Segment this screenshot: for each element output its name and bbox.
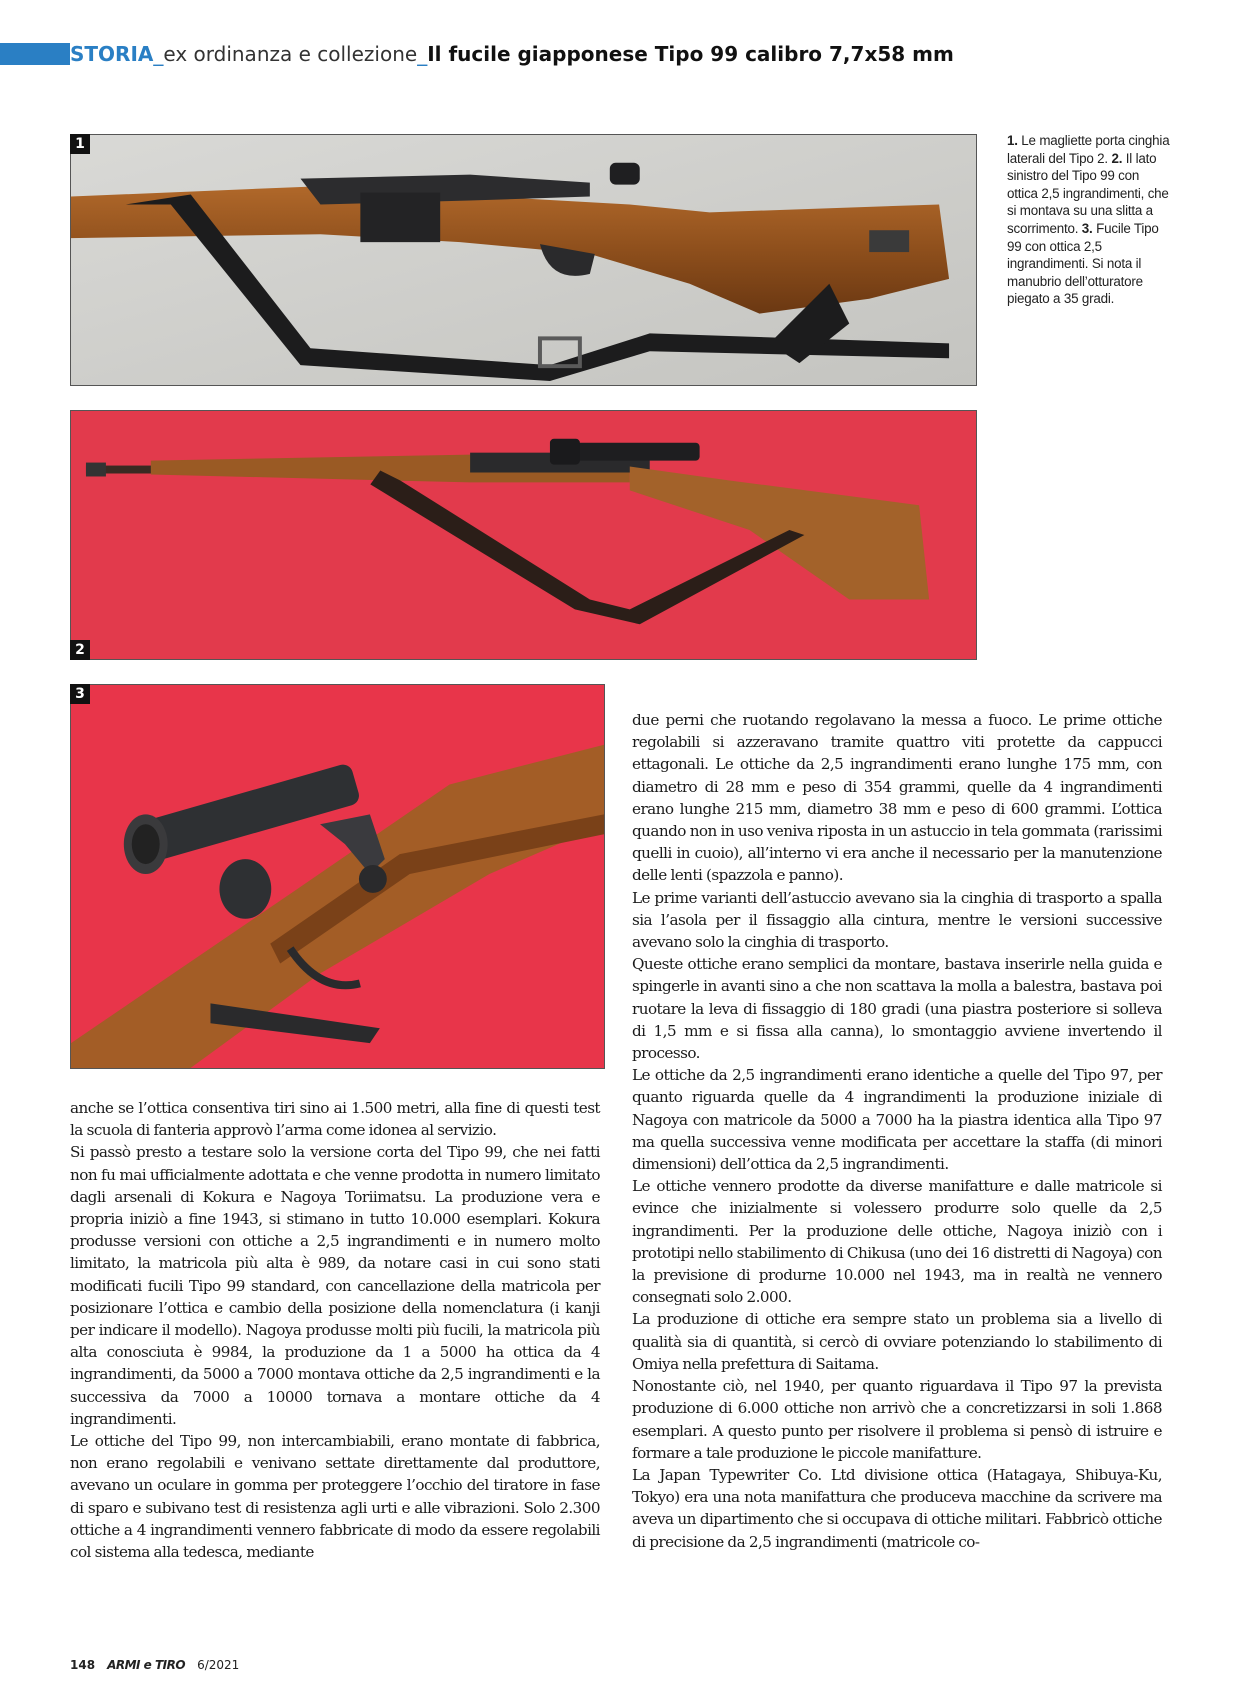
rifle-closeup-scope-bolt	[71, 685, 604, 1068]
caption-number: 3.	[1081, 220, 1093, 236]
article-title: Il fucile giapponese Tipo 99 calibro 7,7x58 mm	[427, 42, 954, 66]
caption-number: 1.	[1007, 133, 1018, 148]
photo-number-badge: 3	[70, 684, 90, 704]
separator: _	[153, 42, 164, 66]
paragraph: Le ottiche vennero prodotte da diverse manifatture e dalle matricole si evince che inizialmente si volessero produrre solo quelle da 2,5 ingrandimenti. Per la produzione delle ottiche, Nagoya iniziò con i prototipi nello stabilimento di Chikusa (uno dei 16 distretti di Nagoya) con la previsione di produrne 10.000 nel 1943, ma in realtà ne vennero consegnati solo 2.000.	[632, 1177, 1162, 1307]
paragraph: La Japan Typewriter Co. Ltd divisione ottica (Hatagaya, Shibuya-Ku, Tokyo) era una nota manifattura che produceva macchine da scrivere ma aveva un dipartimento che si occupava di ottiche militari. Fabbricò ottiche di precisione da 2,5 ingrandimenti (matricole co-	[632, 1465, 1162, 1551]
caption-text: Le magliette porta cinghia laterali del Tipo 2.	[1007, 133, 1170, 166]
paragraph: Si passò presto a testare solo la versione corta del Tipo 99, che nei fatti non fu mai ufficialmente adottata e che venne prodotta in numero limitato dagli arsenali di Kokura e Nagoya Toriimatsu. La produzione vera e propria iniziò a fine 1943, si stimano in tutto 10.000 esemplari. Kokura produsse versioni con ottiche a 2,5 ingrandimenti e in numero molto limitato, la matricola più alta è 989, da notare casi in cui sono stati modificati fucili Tipo 99 standard, con cancellazione della matricola per posizionare l’ottica e cambio della posizione della nomenclatura (i kanji per indicare il modello). Nagoya produsse molti più fucili, la matricola più alta conosciuta è 9984, la produzione da 1 a 5000 ha ottica da 4 ingrandimenti, da 5000 a 7000 montava ottiche da 2,5 ingrandimenti e la successiva da 7000 a 10000 tornava a montare ottiche da 4 ingrandimenti.	[70, 1143, 600, 1428]
caption-number: 2.	[1111, 150, 1123, 166]
caption-text: Il lato sinistro del Tipo 99 con ottica 2,5 ingrandimenti, che si montava su una slitta a scorrimento.	[1007, 150, 1169, 236]
rifle-side-view-with-sling	[71, 135, 976, 385]
paragraph: Le prime varianti dell’astuccio avevano sia la cinghia di trasporto a spalla sia l’asola per il fissaggio alla cintura, mentre le versioni successive avevano solo la cinghia di trasporto.	[632, 888, 1162, 952]
section-subtitle: ex ordinanza e collezione	[163, 42, 418, 66]
photo-3	[70, 684, 605, 1069]
photo-2	[70, 410, 977, 660]
magazine-logo: ARMI e TIRO	[107, 1658, 186, 1672]
paragraph: due perni che ruotando regolavano la messa a fuoco. Le prime ottiche regolabili si azzeravano tramite quattro viti protette da cappucci ettagonali. Le ottiche da 2,5 ingrandimenti erano lunghe 175 mm, con diametro di 28 mm e peso di 354 grammi, quelle da 4 ingrandimenti erano lunghe 215 mm, diametro 38 mm e peso di 600 grammi. L’ottica quando non in uso veniva riposta in un astuccio in tela gommata (rarissimi quelli in cuoio), all’interno vi era anche il necessario per la manutenzione delle lenti (spazzola e panno).	[632, 711, 1162, 885]
paragraph: Le ottiche da 2,5 ingrandimenti erano identiche a quelle del Tipo 97, per quanto riguarda quelle da 4 ingrandimenti la produzione iniziale di Nagoya con matricole da 5000 a 7000 ha la piastra identica alla Tipo 97 ma quella successiva venne modificata per accettare la staffa (di minori dimensioni) dell’ottica da 2,5 ingrandimenti.	[632, 1066, 1162, 1174]
photo-captions	[1007, 132, 1172, 308]
rifle-left-side-with-scope	[71, 411, 976, 659]
article-column-right	[632, 709, 1162, 1553]
section-color-bar	[0, 43, 70, 65]
paragraph: Le ottiche del Tipo 99, non intercambiabili, erano montate di fabbrica, non erano regolabili e venivano settate direttamente dal produttore, avevano un oculare in gomma per proteggere l’occhio del tiratore in fase di sparo e subivano test di resistenza agli urti e alle vibrazioni. Solo 2.300 ottiche a 4 ingrandimenti vennero fabbricate di modo da essere regolabili col sistema alla tedesca, mediante	[70, 1432, 600, 1562]
article-column-left	[70, 1097, 600, 1563]
paragraph: anche se l’ottica consentiva tiri sino ai 1.500 metri, alla fine di questi test la scuola di fanteria approvò l’arma come idonea al servizio.	[70, 1099, 600, 1140]
photo-1	[70, 134, 977, 386]
page-header	[0, 40, 1241, 68]
photo-number-badge: 2	[70, 640, 90, 660]
page-footer	[70, 1658, 239, 1672]
paragraph: Nonostante ciò, nel 1940, per quanto riguardava il Tipo 97 la prevista produzione di 6.000 ottiche non arrivò che a concretizzarsi in soli 1.868 esemplari. A questo punto per risolvere il problema si pensò di istruire e formare a tale produzione le piccole manifatture.	[632, 1377, 1162, 1462]
paragraph: Queste ottiche erano semplici da montare, bastava inserirle nella guida e spingerle in avanti sino a che non scattava la molla a balestra, bastava poi ruotare la leva di fissaggio di 180 gradi (una piastra posteriore si solleva di 1,5 mm e si fissa alla canna), lo smontaggio avviene invertendo il processo.	[632, 955, 1162, 1063]
caption-text: Fucile Tipo 99 con ottica 2,5 ingrandimenti. Si nota il manubrio dell’otturatore piegato a 35 gradi.	[1007, 220, 1159, 307]
section-label: STORIA	[70, 42, 154, 66]
photo-number-badge: 1	[70, 134, 90, 154]
paragraph: La produzione di ottiche era sempre stato un problema sia a livello di qualità sia di quantità, si cercò di ovviare potenziando lo stabilimento di Omiya nella prefettura di Saitama.	[632, 1310, 1162, 1373]
issue-number: 6/2021	[197, 1658, 240, 1672]
separator: _	[417, 42, 428, 66]
page-number: 148	[70, 1658, 96, 1672]
